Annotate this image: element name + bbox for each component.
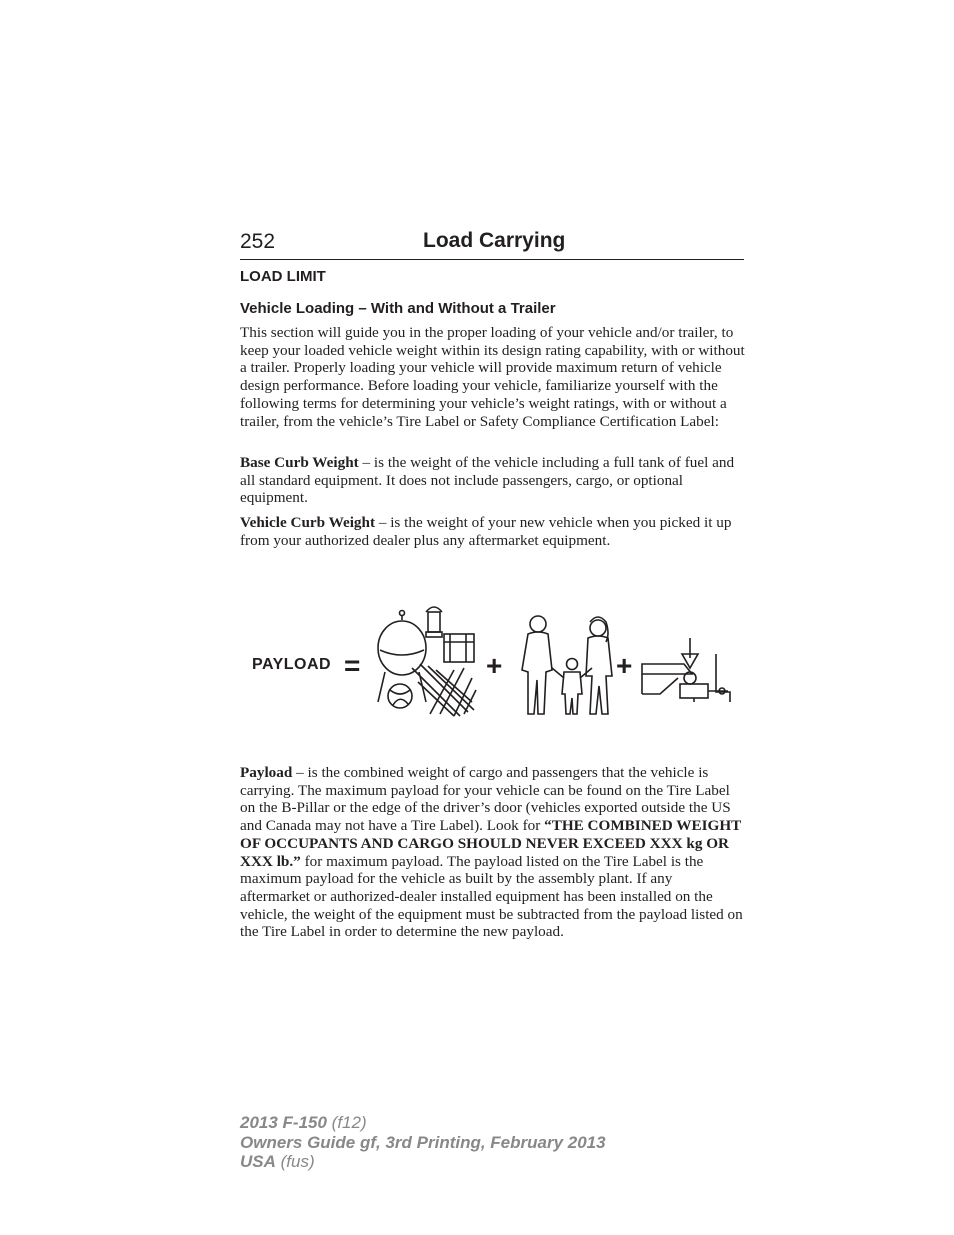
payload-definition-end: for maximum payload. The payload listed on the Tire Label is the maximum payload for the vehicle as built by the assembly plant. If any aftermarket or authorized-dealer installed equipment has been installed on the vehicle, the weight of the equipment must be subtracted from the payload listed on the Tire Label in order to determine the new payload.	[240, 852, 743, 941]
vehicle-curb-weight-definition: – is the weight of your new vehicle when you picked it up from your authorized dealer plus any aftermarket equipment.	[240, 514, 732, 549]
page-footer	[240, 1113, 606, 1172]
plus-sign-2: +	[616, 650, 633, 681]
base-curb-weight-paragraph	[240, 454, 746, 507]
footer-model: 2013 F-150	[240, 1113, 327, 1132]
base-curb-weight-definition: – is the weight of the vehicle including a full tank of fuel and all standard equipment. It does not include passengers, cargo, or optional equipment.	[240, 454, 735, 507]
footer-market: USA	[240, 1152, 276, 1171]
section-subheading: Vehicle Loading – With and Without a Trailer	[240, 300, 556, 317]
footer-model-line	[240, 1113, 606, 1133]
footer-market-code: (fus)	[275, 1152, 315, 1171]
footer-guide-line: Owners Guide gf, 3rd Printing, February 2013	[240, 1132, 606, 1152]
footer-model-code: (f12)	[326, 1113, 367, 1132]
payload-illustration	[240, 598, 746, 722]
section-heading: LOAD LIMIT	[240, 268, 326, 285]
chapter-title: Load Carrying	[423, 229, 566, 252]
payload-equation-graphic	[240, 598, 746, 722]
cargo-icon	[378, 607, 476, 716]
payload-paragraph	[240, 764, 746, 941]
trailer-hitch-icon	[642, 638, 730, 702]
payload-definition-start: – is the combined weight of cargo and passengers that the vehicle is carrying. The maximum payload for your vehicle can be found on the Tire Label on the B-Pillar or the edge of the driver’s door (vehicles exported outside the US and Canada may not have a Tire Label). Look for	[240, 764, 731, 835]
plus-sign-1: +	[486, 650, 503, 681]
payload-term: Payload	[240, 764, 293, 781]
page-header	[240, 228, 744, 260]
payload-warning-quote: “THE COMBINED WEIGHT OF OCCUPANTS AND CARGO SHOULD NEVER EXCEED XXX kg OR XXX lb.”	[240, 817, 742, 870]
intro-paragraph: This section will guide you in the proper loading of your vehicle and/or trailer, to keep your loaded vehicle weight within its design rating capability, with or without a trailer. Properly loading your vehicle will provide maximum return of vehicle design performance. Before loading your vehicle, familiarize yourself with the following terms for determining your vehicle’s weight ratings, with or without a trailer, from the vehicle’s Tire Label or Safety Compliance Certification Label:	[240, 324, 745, 430]
base-curb-weight-term: Base Curb Weight	[240, 454, 359, 471]
vehicle-curb-weight-term: Vehicle Curb Weight	[240, 514, 376, 531]
passengers-icon	[522, 616, 612, 714]
vehicle-curb-weight-paragraph	[240, 514, 746, 549]
payload-label: PAYLOAD	[252, 656, 332, 673]
footer-market-line	[240, 1152, 606, 1172]
equals-sign: =	[344, 650, 361, 681]
page-number: 252	[240, 230, 276, 253]
